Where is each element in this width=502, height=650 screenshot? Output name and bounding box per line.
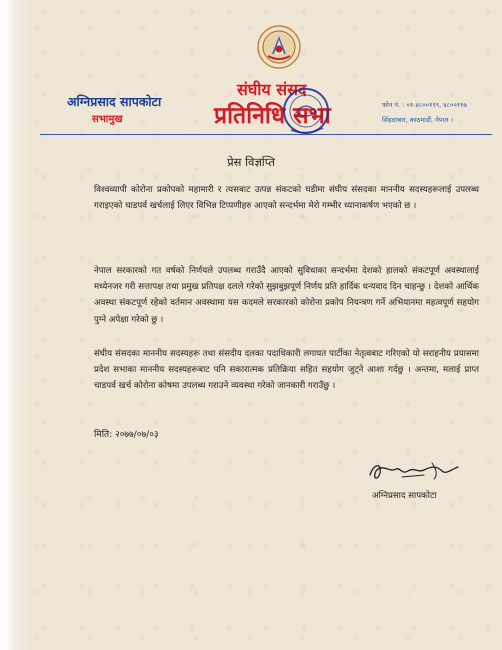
org-name-line1: संघीय संसद (237, 80, 307, 99)
header-divider (40, 134, 492, 135)
document-date: मिति: २०७७/०७/०३ (94, 430, 159, 440)
sender-name: अग्निप्रसाद सापकोटा (67, 94, 162, 109)
paragraph-2: नेपाल सरकारको गत वर्षको निर्णयले उपलब्ध गराउँदै आएको सुविधाका सन्दर्भमा देशको हालको संकटपूर्ण अवस्थालाई मध्येनजर गरी सत्तापक्ष तथा प्रमुख प्रतिपक्ष दलले गरेको सुझबुझपूर्ण निर्णय प्रति हार्दिक धन्यवाद दिन चाहन्छु । देशको आर्थिक अवस्था संकटपूर्ण रहेको वर्तमान अवस्थामा यस कदमले सरकारको कोरोना प्रकोप नियन्त्रण गर्ने अभियानमा महत्वपूर्ण सहयोग पुग्ने अपेक्षा गरेको छु । (94, 266, 479, 325)
sender-title: सभामुख (92, 114, 123, 125)
scan-edge (0, 0, 30, 650)
office-address: सिंहदरबार, काठमाडौं, नेपाल । (382, 116, 454, 124)
nepal-coat-of-arms-icon (256, 24, 302, 70)
document-title: प्रेस विज्ञप्ति (227, 155, 275, 169)
paragraph-3: संघीय संसदका माननीय सदस्यहरू तथा संसदीय दलका पदाधिकारी लगायत पार्टीका नेतृत्वबाट गरिएको यो सराहनीय प्रयासमा प्रदेश सभाका माननीय सदस्यहरूबाट पनि सकारात्मक प्रतिक्रिया सहित सहयोग जुट्ने आशा गर्दछु । अन्तमा, मलाई प्राप्त चाडपर्व खर्च कोरोना कोषमा उपलब्ध गराउने व्यवस्था गरेको जानकारी गराउँछु । (94, 349, 480, 392)
signatory-name: अग्निप्रसाद सापकोटा (372, 491, 437, 501)
pratinidhi-sabha-seal-icon (281, 86, 331, 136)
paragraph-1: विश्वव्यापी कोरोना प्रकोपको महामारी र त्यसबाट उत्पन्न संकटको घडीमा संघीय संसदका माननीय सदस्यहरूलाई उपलब्ध गराइएको चाडपर्व खर्चलाई लिएर विभिन्न टिप्पणीहरु आएको सन्दर्भमा मेरो गम्भीर ध्यानाकर्षण भएको छ । (94, 185, 479, 212)
handwritten-signature-icon (362, 455, 467, 489)
phone-number: फोन नं. : ०१-४८००१९९, ४८००११७ (382, 101, 467, 109)
org-name-line2: प्रतिनिधि सभा (214, 103, 331, 129)
